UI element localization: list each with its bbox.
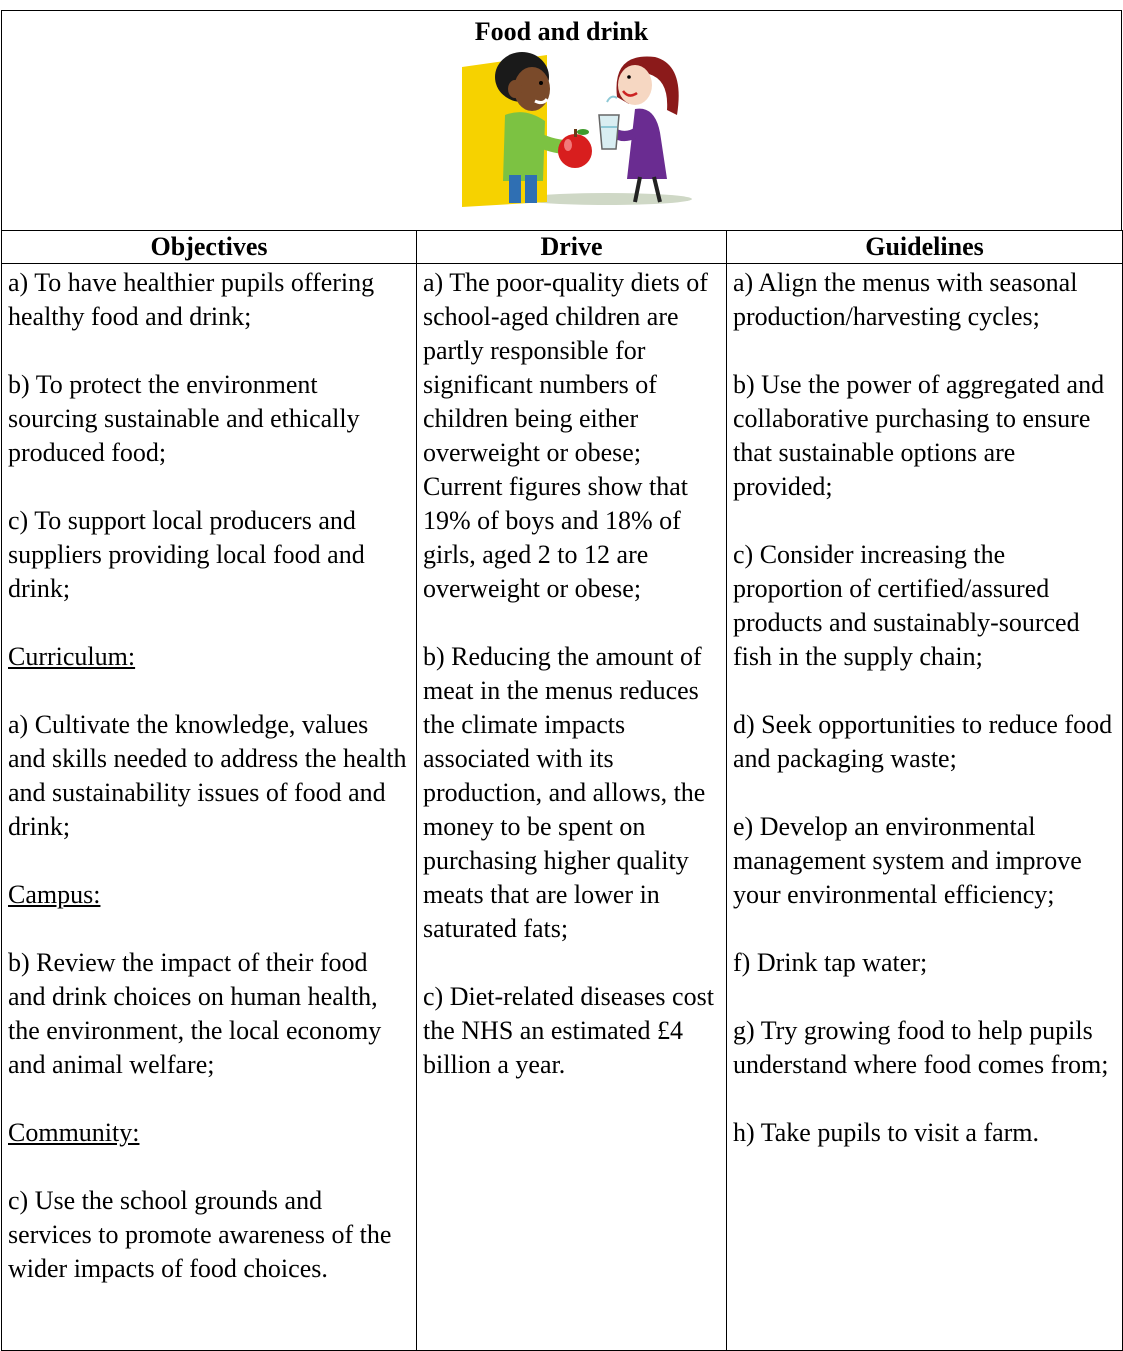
children-sharing-food-illustration bbox=[457, 47, 692, 207]
table-header-row bbox=[2, 231, 1123, 264]
guideline-item: a) Align the menus with seasonal production/harvesting cycles; bbox=[733, 268, 1078, 331]
objective-item: b) To protect the environment sourcing sustainable and ethically produced food; bbox=[8, 370, 360, 467]
guideline-item: b) Use the power of aggregated and collaborative purchasing to ensure that sustainable options are provided; bbox=[733, 370, 1105, 501]
guideline-item: f) Drink tap water; bbox=[733, 948, 928, 977]
objectives-cell bbox=[2, 264, 417, 1351]
apple-icon bbox=[558, 129, 592, 168]
section-heading-campus: Campus: bbox=[8, 880, 101, 909]
guideline-item: c) Consider increasing the proportion of certified/assured products and sustainably-sourced fish in the supply chain; bbox=[733, 540, 1080, 671]
objective-item: c) To support local producers and suppliers providing local food and drink; bbox=[8, 506, 365, 603]
drive-item: b) Reducing the amount of meat in the menus reduces the climate impacts associated with its production, and allows, the money to be spent on purchasing higher quality meats that are lower in saturated fats; bbox=[423, 642, 706, 943]
header-box bbox=[1, 10, 1122, 230]
objective-item: b) Review the impact of their food and drink choices on human health, the environment, the local economy and animal welfare; bbox=[8, 948, 382, 1079]
boy-figure bbox=[495, 52, 567, 203]
guidelines-cell bbox=[727, 264, 1123, 1351]
drive-item: a) The poor-quality diets of school-aged children are partly responsible for significant numbers of children being either overweight or obese; Current figures show that 19% of boys and 18% of girls, aged 2 to 12 are overweight or obese; bbox=[423, 268, 708, 603]
column-header-guidelines: Guidelines bbox=[727, 231, 1123, 264]
guideline-item: d) Seek opportunities to reduce food and packaging waste; bbox=[733, 710, 1113, 773]
food-and-drink-table bbox=[1, 230, 1123, 1351]
objective-item: a) Cultivate the knowledge, values and skills needed to address the health and sustainability issues of food and drink; bbox=[8, 710, 407, 841]
column-header-drive: Drive bbox=[417, 231, 727, 264]
drive-item: c) Diet-related diseases cost the NHS an estimated £4 billion a year. bbox=[423, 982, 714, 1079]
table-row bbox=[2, 264, 1123, 1351]
objective-item: a) To have healthier pupils offering healthy food and drink; bbox=[8, 268, 375, 331]
guideline-item: h) Take pupils to visit a farm. bbox=[733, 1118, 1040, 1147]
section-heading-curriculum: Curriculum: bbox=[8, 642, 136, 671]
girl-figure bbox=[611, 57, 679, 203]
guideline-item: g) Try growing food to help pupils understand where food comes from; bbox=[733, 1016, 1109, 1079]
column-header-objectives: Objectives bbox=[2, 231, 417, 264]
page-title: Food and drink bbox=[474, 17, 649, 46]
drive-cell bbox=[417, 264, 727, 1351]
objective-item: c) Use the school grounds and services to promote awareness of the wider impacts of food choices. bbox=[8, 1186, 392, 1283]
guideline-item: e) Develop an environmental management system and improve your environmental efficiency; bbox=[733, 812, 1082, 909]
glass-of-water-icon bbox=[599, 97, 619, 149]
section-heading-community: Community: bbox=[8, 1118, 140, 1147]
